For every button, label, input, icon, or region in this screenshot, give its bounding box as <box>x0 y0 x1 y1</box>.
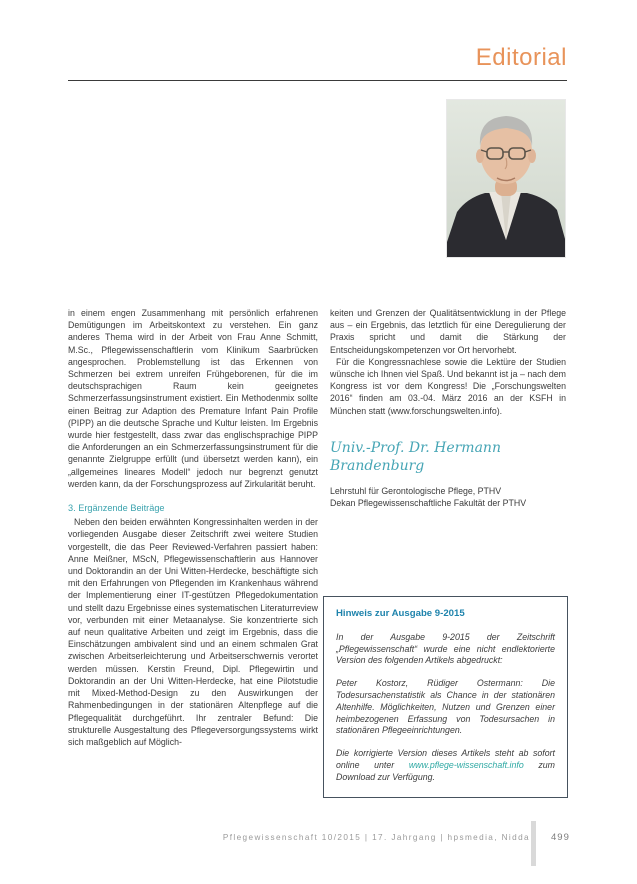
body-column-right <box>330 307 566 509</box>
header-divider <box>68 80 567 81</box>
signature-block <box>330 439 566 509</box>
body-column-left <box>68 307 318 748</box>
author-portrait-photo <box>447 100 565 257</box>
notice-text-after-link: zum Download zur Verfügung. <box>336 759 555 782</box>
notice-paragraph: In der Ausgabe 9-2015 der Zeitschrift „Pflegewissenschaft“ wurde eine nicht endlektorierte Version des folgenden Artikels abgedruckt: <box>336 631 555 666</box>
section-heading: 3. Ergänzende Beiträge <box>68 503 165 514</box>
pflege-wissenschaft-link[interactable]: www.pflege-wissenschaft.info <box>408 759 524 770</box>
paragraph: Neben den beiden erwähnten Kongressinhalten werden in der vorliegenden Ausgabe dieser Zeitschrift zwei weitere Studien vorgestellt, die das Peer Reviewed-Verfahren passiert haben: Anne Meißner, MScN, Pflegewissenschaftlerin aus Hannover und Doktorandin an der Uni Witten-Herdecke, beschäftigte sich mit den Erfahrungen von Pflegenden im Krankenhaus während der Implementierung einer IT-gestützen Pflegedokumentation und stellt dazu Ergebnisse eines systematischen Literaturreview vor, verbunden mit einer Metaanalyse. Sie konzentrierte sich auf neun qualitative Arbeiten und zeigt im Ergebnis, dass die Einschätzungen ambivalent sind und an einem schmalen Grat zwischen Arbeitserleichterung und Arbeitserschwernis verortet werden müssen. Kerstin Freund, Dipl. Pflegewirtin und Doktorandin an der Uni Witten-Herdecke, hat eine Pilotstudie mit Mixed-Method-Design zu den Auswirkungen der Rahmenbedingungen in der stationären Altenpflege auf die Pflegequalität durchgeführt. Ihr zentraler Befund: Die strukturelle Ausgestaltung des Pflegeversorgungssystems wirkt sich maßgeblich auf Möglich- <box>68 517 318 747</box>
notice-title: Hinweis zur Ausgabe 9-2015 <box>336 608 465 619</box>
page-title: Editorial <box>475 44 567 71</box>
notice-paragraph <box>336 748 555 783</box>
page-number: 499 <box>551 832 570 843</box>
notice-paragraph: Peter Kostorz, Rüdiger Ostermann: Die Todesursachenstatistik als Chance in der stationären Altenhilfe. Möglichkeiten, Nutzen und Grenzen einer heimbezogenen Erfassung von Todesursachen in stationären Pflegeeinrichtungen. <box>336 678 555 736</box>
author-role-line1: Lehrstuhl für Gerontologische Pflege, PTHV <box>330 485 502 496</box>
paragraph: in einem engen Zusammenhang mit persönlich erfahrenen Demütigungen im Arbeitskontext zu verstehen. Ein ganz anderes Thema wird in der Arbeit von Frau Anne Schmitt, M.Sc., Pflegewissenschaftlerin vom Klinikum Saarbrücken angesprochen. Problemstellung ist das Erkennen von Schmerzen bei extrem unreifen Frühgeborenen, für die im deutschsprachigen Raum kein geeignetes Schmerzerfassungsinstrument existiert. Ein Methodenmix sollte einen Beitrag zur Adaption des Premature Infant Pain Profile (PIPP) an die deutsche Sprache und Kultur leisten. Im Ergebnis wurde hier festgestellt, dass zwar das englischsprachige PIPP die Anforderungen an ein Schmerzerfassungsinstrument für die genannte Zielgruppe erfüllt (und übersetzt werden kann), ein „allgemeines lineares Modell“ jedoch nur begrenzt genutzt werden kann, da der Forschungsprozess auf Zirkularität beruht. <box>68 308 318 489</box>
author-signature: Univ.-Prof. Dr. Hermann Brandenburg <box>330 439 501 474</box>
paragraph: Für die Kongressnachlese sowie die Lektüre der Studien wünsche ich Ihnen viel Spaß. Und bekannt ist ja – nach dem Kongress ist vor dem Kongress! Die „Forschungswelten 2016“ finden am 03.-04. März 2016 an der KSFH in München statt (www.forschungswelten.info). <box>330 356 566 416</box>
footer-divider-bar <box>531 821 536 866</box>
footer-journal-line: Pflegewissenschaft 10/2015 | 17. Jahrgang | hpsmedia, Nidda <box>222 833 530 842</box>
issue-notice-box <box>323 596 568 798</box>
notice-text-before-link: Die korrigierte Version dieses Artikels steht ab sofort online unter <box>336 748 555 770</box>
paragraph: keiten und Grenzen der Qualitätsentwicklung in der Pflege aus – ein Ergebnis, das letztlich für eine Deregulierung der Praxis spricht und damit die Stärkung der Entscheidungskompetenzen vor Ort hervorhebt. <box>330 308 566 355</box>
author-role-line2: Dekan Pflegewissenschaftliche Fakultät der PTHV <box>330 498 527 509</box>
